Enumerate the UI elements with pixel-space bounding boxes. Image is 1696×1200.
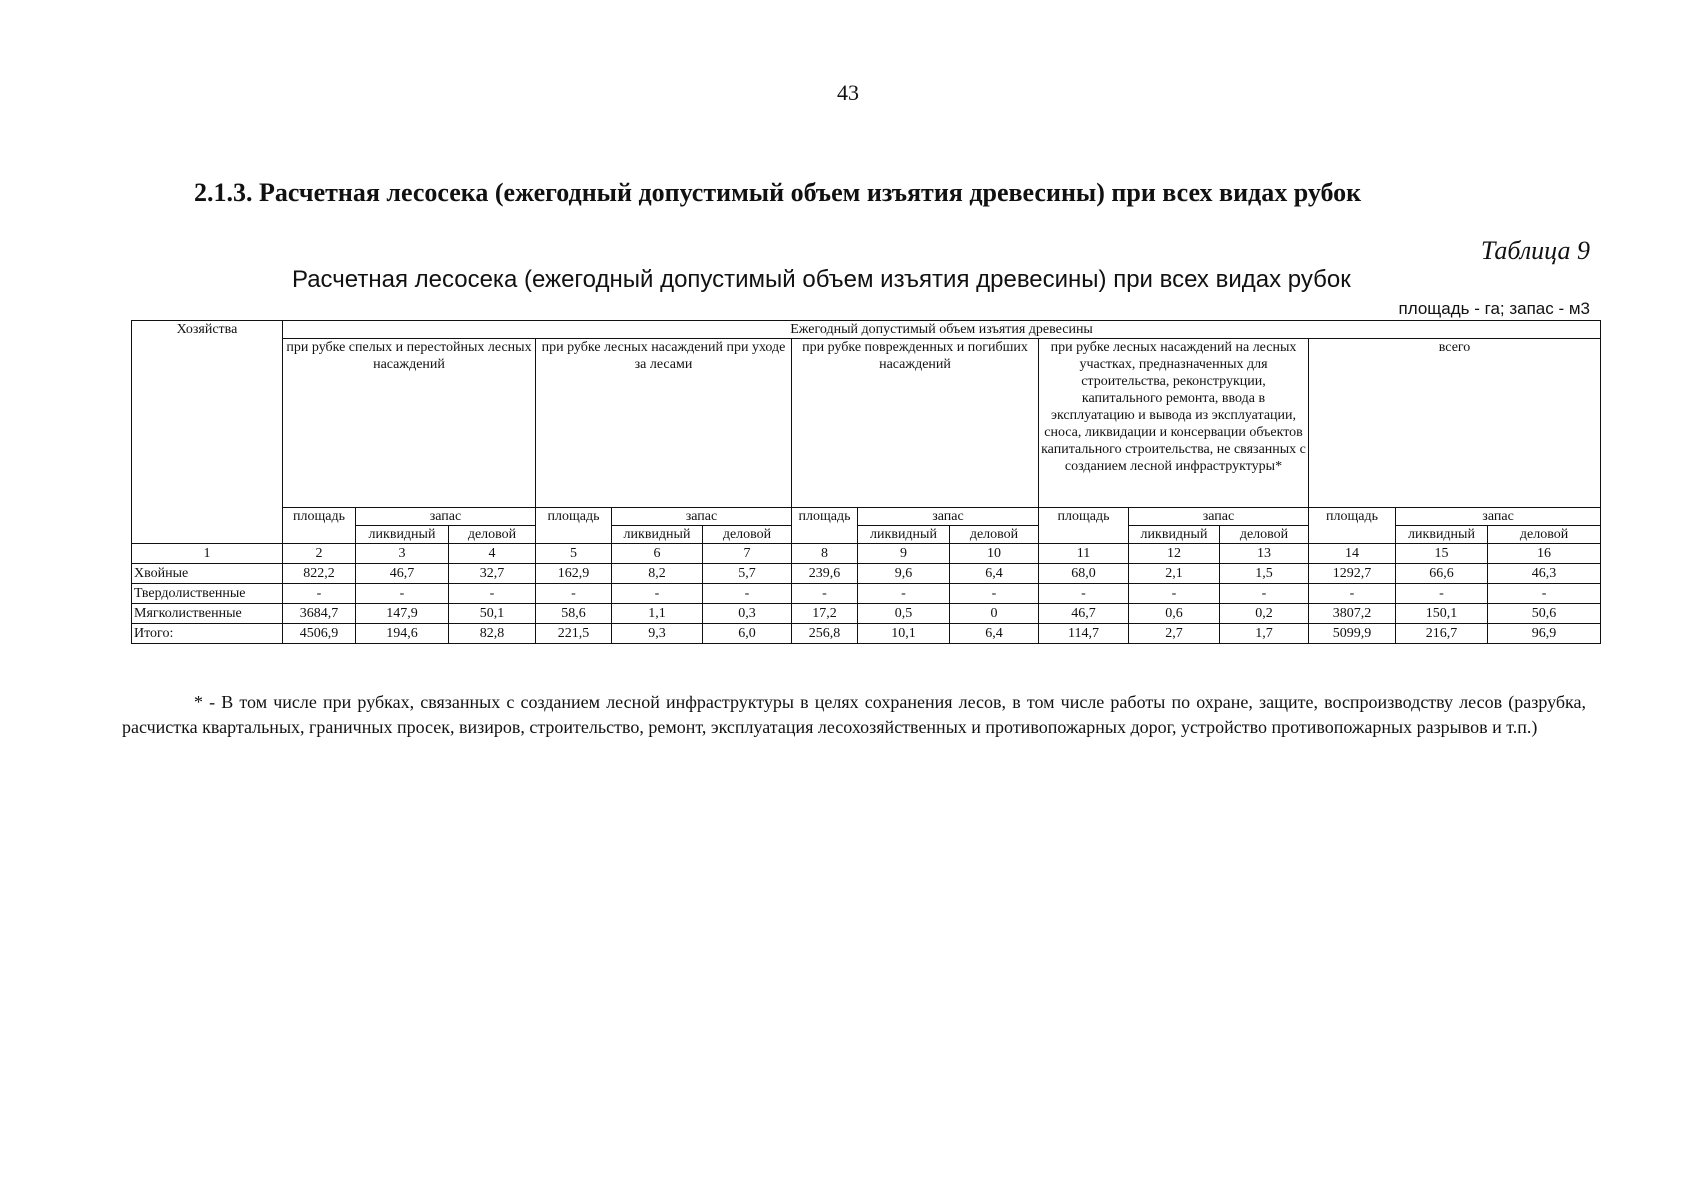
section-title: 2.1.3. Расчетная лесосека (ежегодный допустимый объем изъятия древесины) при всех видах рубок — [194, 178, 1362, 207]
table-cell: - — [1396, 584, 1488, 604]
column-number: 15 — [1396, 544, 1488, 564]
header-area: площадь — [1309, 508, 1396, 544]
table-cell: - — [536, 584, 612, 604]
header-business: деловой — [1220, 526, 1309, 544]
units-note: площадь - га; запас - м3 — [1398, 299, 1590, 318]
row-label: Твердолиственные — [132, 584, 283, 604]
header-stock: запас — [612, 508, 792, 526]
table-cell: - — [950, 584, 1039, 604]
table-cell: - — [1488, 584, 1601, 604]
column-number: 6 — [612, 544, 703, 564]
table-cell: 150,1 — [1396, 604, 1488, 624]
table-cell: 9,6 — [858, 564, 950, 584]
table-cell: 68,0 — [1039, 564, 1129, 584]
table-row — [132, 564, 1601, 584]
table-cell: 1292,7 — [1309, 564, 1396, 584]
cutting-volume-table — [131, 320, 1601, 644]
header-group-construction: при рубке лесных насаждений на лесных участках, предназначенных для строительства, реконструкции, капитального ремонта, ввода в эксплуатацию и вывода из эксплуатации, сноса, ликвидации и консервации объектов капитального строительства, не связанных с созданием лесной инфраструктуры* — [1039, 339, 1309, 508]
table-cell: 2,7 — [1129, 624, 1220, 644]
table-cell: 58,6 — [536, 604, 612, 624]
column-number-row — [132, 544, 1601, 564]
table-cell: 96,9 — [1488, 624, 1601, 644]
column-number: 3 — [356, 544, 449, 564]
table-caption: Расчетная лесосека (ежегодный допустимый объем изъятия древесины) при всех видах рубок — [292, 266, 1351, 293]
table-cell: - — [1039, 584, 1129, 604]
table-cell: 1,1 — [612, 604, 703, 624]
table-cell: - — [283, 584, 356, 604]
table-cell: 6,4 — [950, 624, 1039, 644]
table-cell: 46,3 — [1488, 564, 1601, 584]
table-label: Таблица 9 — [1480, 236, 1590, 265]
page-number: 43 — [837, 80, 859, 105]
header-group-total: всего — [1309, 339, 1601, 508]
footnote-text: * - В том числе при рубках, связанных с созданием лесной инфраструктуры в целях сохранения лесов, в том числе работы по охране, защите, воспроизводству лесов (разрубка, расчистка квартальных, граничных просек, визиров, строительство, ремонт, эксплуатация лесохозяйственных и противопожарных дорог, устройство противопожарных разрывов и т.п.) — [122, 692, 1586, 737]
header-liquid: ликвидный — [356, 526, 449, 544]
table-cell: 0,3 — [703, 604, 792, 624]
header-stock: запас — [356, 508, 536, 526]
table-cell: 4506,9 — [283, 624, 356, 644]
table-cell: - — [858, 584, 950, 604]
header-area: площадь — [283, 508, 356, 544]
header-stock: запас — [1396, 508, 1601, 526]
table-cell: 162,9 — [536, 564, 612, 584]
table-cell: - — [1220, 584, 1309, 604]
table-cell: - — [449, 584, 536, 604]
column-number: 12 — [1129, 544, 1220, 564]
row-label: Хвойные — [132, 564, 283, 584]
table-cell: 5,7 — [703, 564, 792, 584]
header-group-damaged: при рубке поврежденных и погибших насаждений — [792, 339, 1039, 508]
header-group-mature: при рубке спелых и перестойных лесных насаждений — [283, 339, 536, 508]
table-cell: 0,2 — [1220, 604, 1309, 624]
table-cell: 221,5 — [536, 624, 612, 644]
table-cell: 9,3 — [612, 624, 703, 644]
table-cell: 0,6 — [1129, 604, 1220, 624]
column-number: 11 — [1039, 544, 1129, 564]
table-cell: 82,8 — [449, 624, 536, 644]
column-number: 8 — [792, 544, 858, 564]
table-cell: 822,2 — [283, 564, 356, 584]
table-cell: 3684,7 — [283, 604, 356, 624]
table-cell: 17,2 — [792, 604, 858, 624]
table-cell: 1,7 — [1220, 624, 1309, 644]
column-number: 14 — [1309, 544, 1396, 564]
table-cell: - — [792, 584, 858, 604]
table-cell: 6,0 — [703, 624, 792, 644]
header-business: деловой — [1488, 526, 1601, 544]
header-farm: Хозяйства — [132, 321, 283, 544]
row-label: Итого: — [132, 624, 283, 644]
column-number: 4 — [449, 544, 536, 564]
table-cell: 46,7 — [356, 564, 449, 584]
column-number: 1 — [132, 544, 283, 564]
table-cell: 114,7 — [1039, 624, 1129, 644]
header-liquid: ликвидный — [1396, 526, 1488, 544]
table-row — [132, 584, 1601, 604]
table-row — [132, 604, 1601, 624]
table-cell: 0 — [950, 604, 1039, 624]
table-cell: - — [1309, 584, 1396, 604]
header-business: деловой — [950, 526, 1039, 544]
table-cell: 2,1 — [1129, 564, 1220, 584]
table-cell: 1,5 — [1220, 564, 1309, 584]
header-liquid: ликвидный — [1129, 526, 1220, 544]
table-cell: 6,4 — [950, 564, 1039, 584]
header-business: деловой — [449, 526, 536, 544]
table-cell: 50,1 — [449, 604, 536, 624]
table-cell: 216,7 — [1396, 624, 1488, 644]
table-cell: - — [612, 584, 703, 604]
header-group-care: при рубке лесных насаждений при уходе за лесами — [536, 339, 792, 508]
table-cell: 66,6 — [1396, 564, 1488, 584]
column-number: 9 — [858, 544, 950, 564]
header-business: деловой — [703, 526, 792, 544]
table-cell: 147,9 — [356, 604, 449, 624]
table-cell: 0,5 — [858, 604, 950, 624]
header-liquid: ликвидный — [612, 526, 703, 544]
table-cell: 3807,2 — [1309, 604, 1396, 624]
header-stock: запас — [1129, 508, 1309, 526]
column-number: 10 — [950, 544, 1039, 564]
header-stock: запас — [858, 508, 1039, 526]
table-cell: 5099,9 — [1309, 624, 1396, 644]
table-cell: - — [1129, 584, 1220, 604]
column-number: 5 — [536, 544, 612, 564]
table-cell: 46,7 — [1039, 604, 1129, 624]
column-number: 16 — [1488, 544, 1601, 564]
table-cell: - — [356, 584, 449, 604]
table-cell: 239,6 — [792, 564, 858, 584]
column-number: 2 — [283, 544, 356, 564]
header-area: площадь — [1039, 508, 1129, 544]
table-cell: 194,6 — [356, 624, 449, 644]
header-area: площадь — [536, 508, 612, 544]
table-cell: 50,6 — [1488, 604, 1601, 624]
table-row — [132, 624, 1601, 644]
row-label: Мягколиственные — [132, 604, 283, 624]
table-cell: 8,2 — [612, 564, 703, 584]
table-cell: - — [703, 584, 792, 604]
header-liquid: ликвидный — [858, 526, 950, 544]
header-area: площадь — [792, 508, 858, 544]
table-cell: 256,8 — [792, 624, 858, 644]
header-group: Ежегодный допустимый объем изъятия древесины — [283, 321, 1601, 339]
table-cell: 32,7 — [449, 564, 536, 584]
table-cell: 10,1 — [858, 624, 950, 644]
column-number: 13 — [1220, 544, 1309, 564]
column-number: 7 — [703, 544, 792, 564]
footnote — [122, 690, 1586, 740]
